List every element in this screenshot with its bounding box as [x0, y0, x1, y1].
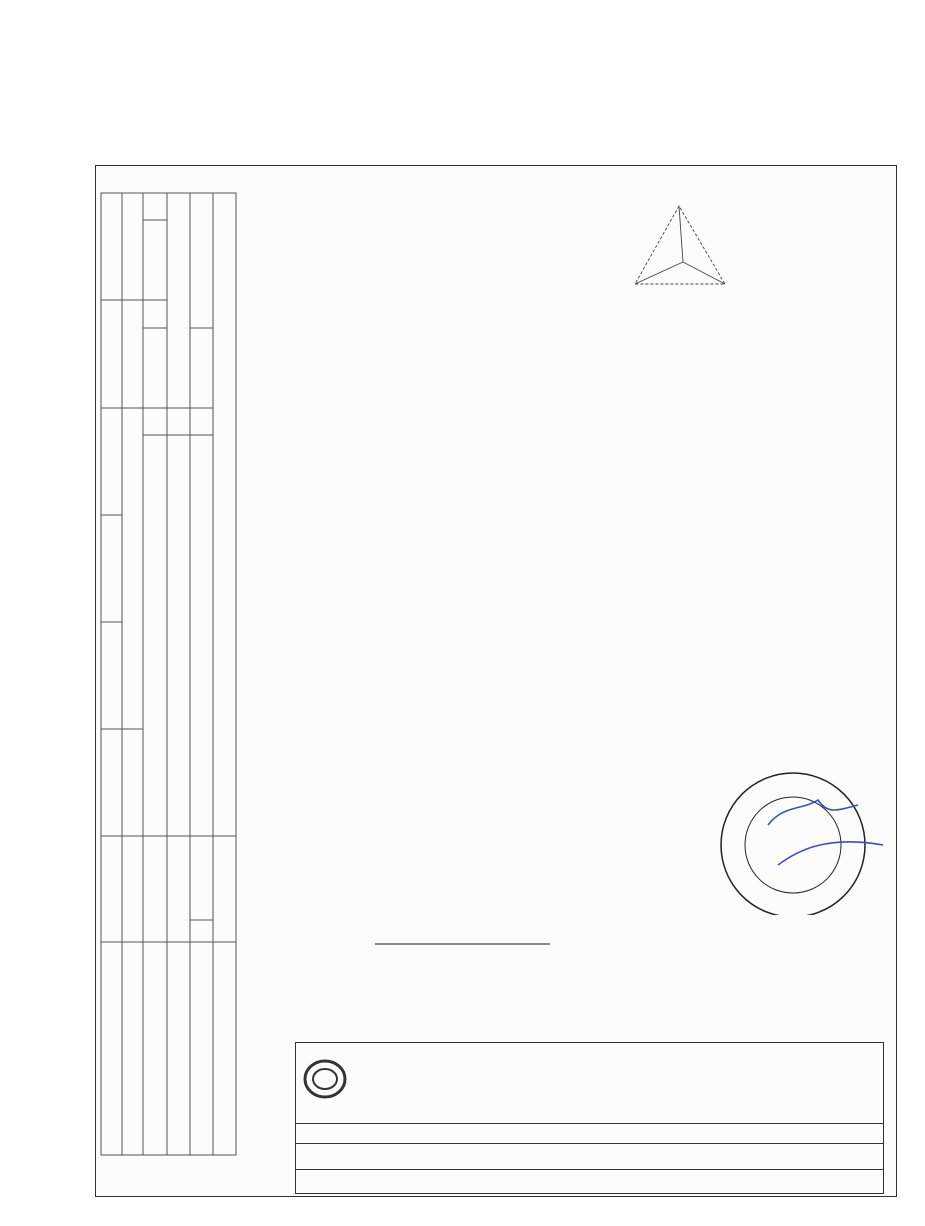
- plan-triangle-icon: [625, 200, 735, 295]
- title-block: [295, 1042, 884, 1194]
- sabre-swoosh-icon: [303, 1057, 348, 1102]
- sabre-logo: [301, 1053, 421, 1103]
- engineer-seal: [708, 765, 898, 915]
